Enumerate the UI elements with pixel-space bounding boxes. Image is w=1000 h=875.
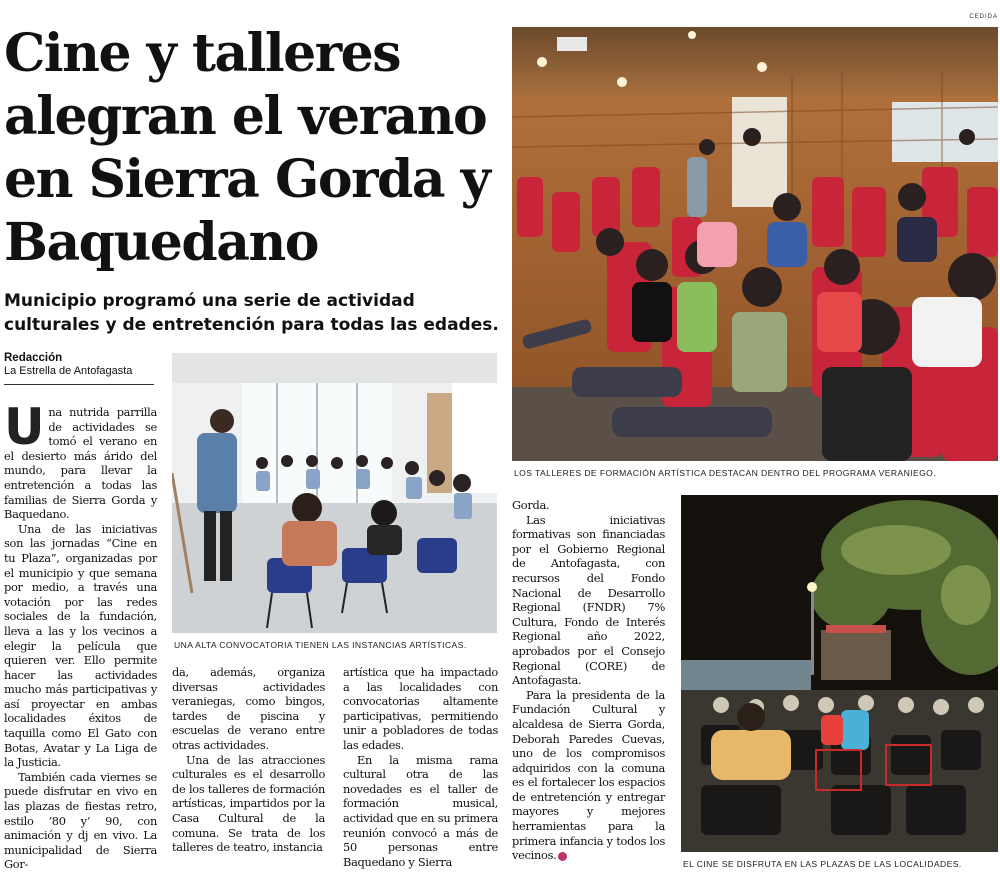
photo-art-class — [172, 353, 497, 633]
paragraph-lede: Una nutrida parrilla de actividades se tomó el verano en el desierto más árido del mundo, para llevar la entretención a todas las familias de Sierra Gorda y Baquedano. — [4, 398, 157, 522]
paragraph: Una de las atracciones culturales es el desarrollo de los talleres de formación artísticas, impartidos por la Casa Cultural de la comuna. Se trata de los talleres de teatro, instancia — [172, 752, 325, 855]
drop-cap: U — [4, 398, 45, 456]
caption-top-photo: LOS TALLERES DE FORMACIÓN ARTÍSTICA DESTACAN DENTRO DEL PROGRAMA VERANIEGO. — [514, 468, 937, 478]
paragraph: Gorda. — [512, 498, 550, 512]
paragraph: También cada viernes se puede disfrutar en vivo en las plazas de fiestas retro, estilo ‘80 y’ 90, con animación y dj en vivo. La municipalidad de Sierra Gor- — [4, 769, 157, 872]
headline: Cine y talleres alegran el verano en Sierra Gorda y Baquedano — [4, 23, 490, 273]
byline-name: Redacción — [4, 352, 63, 364]
byline — [4, 352, 154, 385]
photo-outdoor-cinema — [681, 495, 998, 852]
paragraph: da, además, organiza diversas actividades veraniegas, como bingos, tardes de piscina y escuelas de verano entre otras actividades. — [172, 665, 325, 752]
body-column-1 — [4, 398, 157, 872]
subheadline: Municipio programó una serie de actividad culturales y de entretención para todas las edades. — [4, 291, 499, 335]
body-column-3 — [343, 665, 498, 869]
body-column-2 — [172, 665, 325, 855]
paragraph: artística que ha impactado a las localidades con convocatorias altamente participativas, permitiendo unir a pobladores de todas las edades. — [343, 665, 498, 752]
caption-mid-photo: UNA ALTA CONVOCATORIA TIENEN LAS INSTANCIAS ARTÍSTICAS. — [174, 640, 467, 650]
photo-workshop-auditorium — [512, 27, 998, 461]
paragraph: Las iniciativas formativas son financiadas por el Gobierno Regional de Antofagasta, con recursos del Fondo Nacional de Desarrollo Regional (FNDR) 7% Cultura, Fondo de Interés Regional año 2022, aprobados por el Consejo Regional (CORE) de Antofagasta. — [512, 512, 665, 688]
photo-credit: CEDIDA — [969, 14, 998, 20]
paragraph: En la misma rama cultural otra de las novedades es el taller de formación musical, actividad que en su primera reunión convocó a más de 50 personas entre Baquedano y Sierra — [343, 752, 498, 869]
caption-bottom-photo: EL CINE SE DISFRUTA EN LAS PLAZAS DE LAS LOCALIDADES. — [683, 859, 962, 869]
byline-outlet: La Estrella de Antofagasta — [4, 365, 133, 377]
paragraph: Para la presidenta de la Fundación Cultural y alcaldesa de Sierra Gorda, Deborah Paredes Cuevas, uno de los compromisos adquiridos con la comuna es el fortalecer los espacios de entretención y entregar mayores y mejores herramientas para la primera infancia y todos los vecinos. — [512, 687, 665, 863]
paragraph: Una de las iniciativas son las jornadas “Cine en tu Plaza”, organizadas por el municipio y que semana por medio, a través una votación por las redes sociales de la fundación, lleva a las y los vecinos a elegir la película que quieren ver. Ello permite hacer las actividades mucho más participativas y así proyectar en ambas localidades éxitos de taquilla como El Gato con Botas, Avatar y La Liga de la Justicia. — [4, 521, 157, 770]
body-column-4 — [512, 498, 665, 863]
end-mark-icon — [558, 852, 567, 861]
